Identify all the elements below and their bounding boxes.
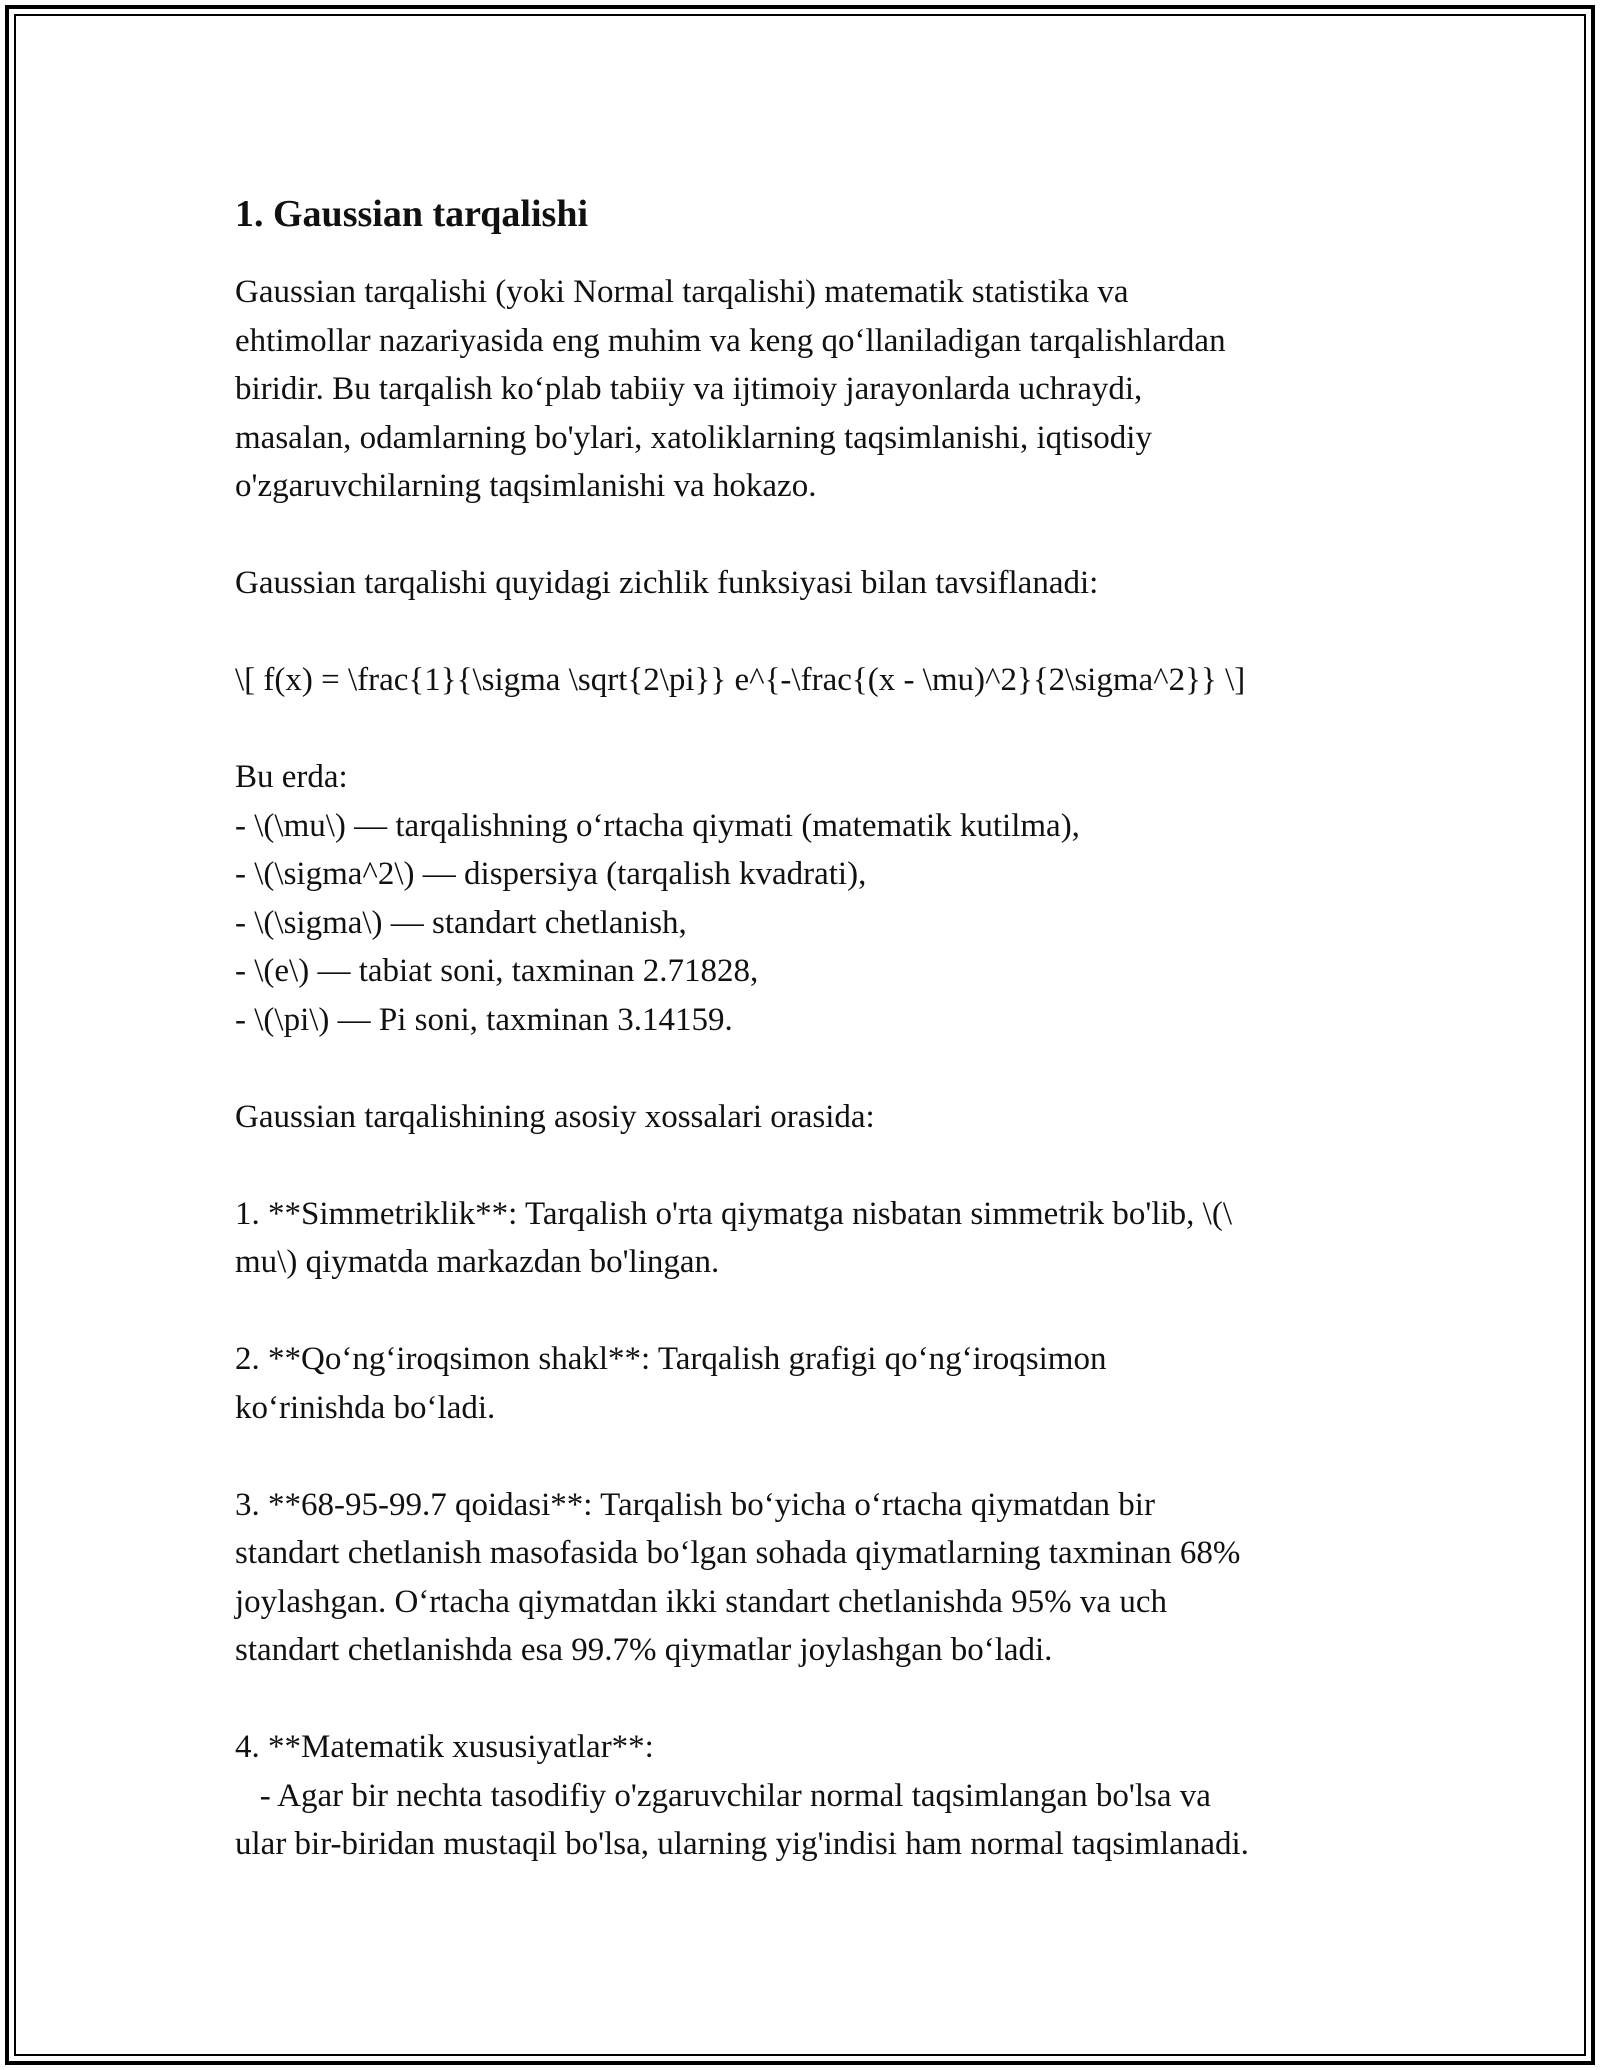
property-line: ko‘rinishda bo‘ladi. — [235, 1389, 496, 1426]
spacer — [235, 1044, 1385, 1093]
spacer — [235, 1287, 1385, 1336]
intro-paragraph — [235, 268, 1385, 511]
intro-line: biridir. Bu tarqalish ko‘plab tabiiy va ijtimoiy jarayonlarda uchraydi, — [235, 371, 1143, 407]
definition-item: - \(e\) — tabiat soni, taxminan 2.71828, — [235, 953, 759, 989]
formula: \[ f(x) = \frac{1}{\sigma \sqrt{2\pi}} e^{-\frac{(x - \mu)^2}{2\sigma^2}} \] — [235, 662, 1246, 698]
where-label: Bu erda: — [235, 759, 348, 795]
property-line: 1. **Simmetriklik**: Tarqalish o'rta qiymatga nisbatan simmetrik bo'lib, \(\ — [235, 1195, 1233, 1232]
spacer — [235, 511, 1385, 560]
spacer — [235, 608, 1385, 657]
intro-line: masalan, odamlarning bo'ylari, xatoliklarning taqsimlanishi, iqtisodiy — [235, 419, 1152, 456]
definition-item: - \(\pi\) — Pi soni, taxminan 3.14159. — [235, 1001, 733, 1038]
property-math-features — [235, 1723, 1385, 1869]
definitions-list — [235, 802, 1385, 1045]
spacer — [235, 705, 1385, 754]
property-symmetry — [235, 1190, 1385, 1287]
property-line: ular bir-biridan mustaqil bo'lsa, ularning yig'indisi ham normal taqsimlanadi. — [235, 1826, 1249, 1862]
property-line: 2. **Qo‘ng‘iroqsimon shakl**: Tarqalish grafigi qo‘ng‘iroqsimon — [235, 1341, 1107, 1377]
intro-line: Gaussian tarqalishi (yoki Normal tarqalishi) matematik statistika va — [235, 274, 1129, 310]
intro-line: o'zgaruvchilarning taqsimlanishi va hokazo. — [235, 468, 817, 504]
spacer — [235, 1675, 1385, 1724]
properties-intro: Gaussian tarqalishining asosiy xossalari orasida: — [235, 1098, 875, 1135]
property-line: mu\) qiymatda markazdan bo'lingan. — [235, 1244, 720, 1280]
density-intro: Gaussian tarqalishi quyidagi zichlik funksiyasi bilan tavsiflanadi: — [235, 565, 1099, 601]
property-line: - Agar bir nechta tasodifiy o'zgaruvchilar normal taqsimlangan bo'lsa va — [235, 1777, 1211, 1814]
property-line: 3. **68-95-99.7 qoidasi**: Tarqalish bo‘yicha o‘rtacha qiymatdan bir — [235, 1486, 1155, 1523]
property-line: joylashgan. O‘rtacha qiymatdan ikki standart chetlanishda 95% va uch — [235, 1583, 1167, 1620]
definition-item: - \(\mu\) — tarqalishning o‘rtacha qiymati (matematik kutilma), — [235, 807, 1080, 844]
spacer — [235, 1141, 1385, 1190]
property-line: standart chetlanish masofasida bo‘lgan sohada qiymatlarning taxminan 68% — [235, 1535, 1241, 1571]
definition-item: - \(\sigma^2\) — dispersiya (tarqalish kvadrati), — [235, 856, 867, 892]
property-line: 4. **Matematik xususiyatlar**: — [235, 1729, 654, 1765]
definition-item: - \(\sigma\) — standart chetlanish, — [235, 904, 687, 941]
property-empirical-rule — [235, 1481, 1385, 1675]
spacer — [235, 1432, 1385, 1481]
section-heading: 1. Gaussian tarqalishi — [235, 193, 589, 235]
intro-line: ehtimollar nazariyasida eng muhim va keng qo‘llaniladigan tarqalishlardan — [235, 322, 1226, 359]
property-line: standart chetlanishda esa 99.7% qiymatlar joylashgan bo‘ladi. — [235, 1632, 1053, 1668]
document-body — [235, 186, 1385, 1869]
property-bell-shape — [235, 1335, 1385, 1432]
